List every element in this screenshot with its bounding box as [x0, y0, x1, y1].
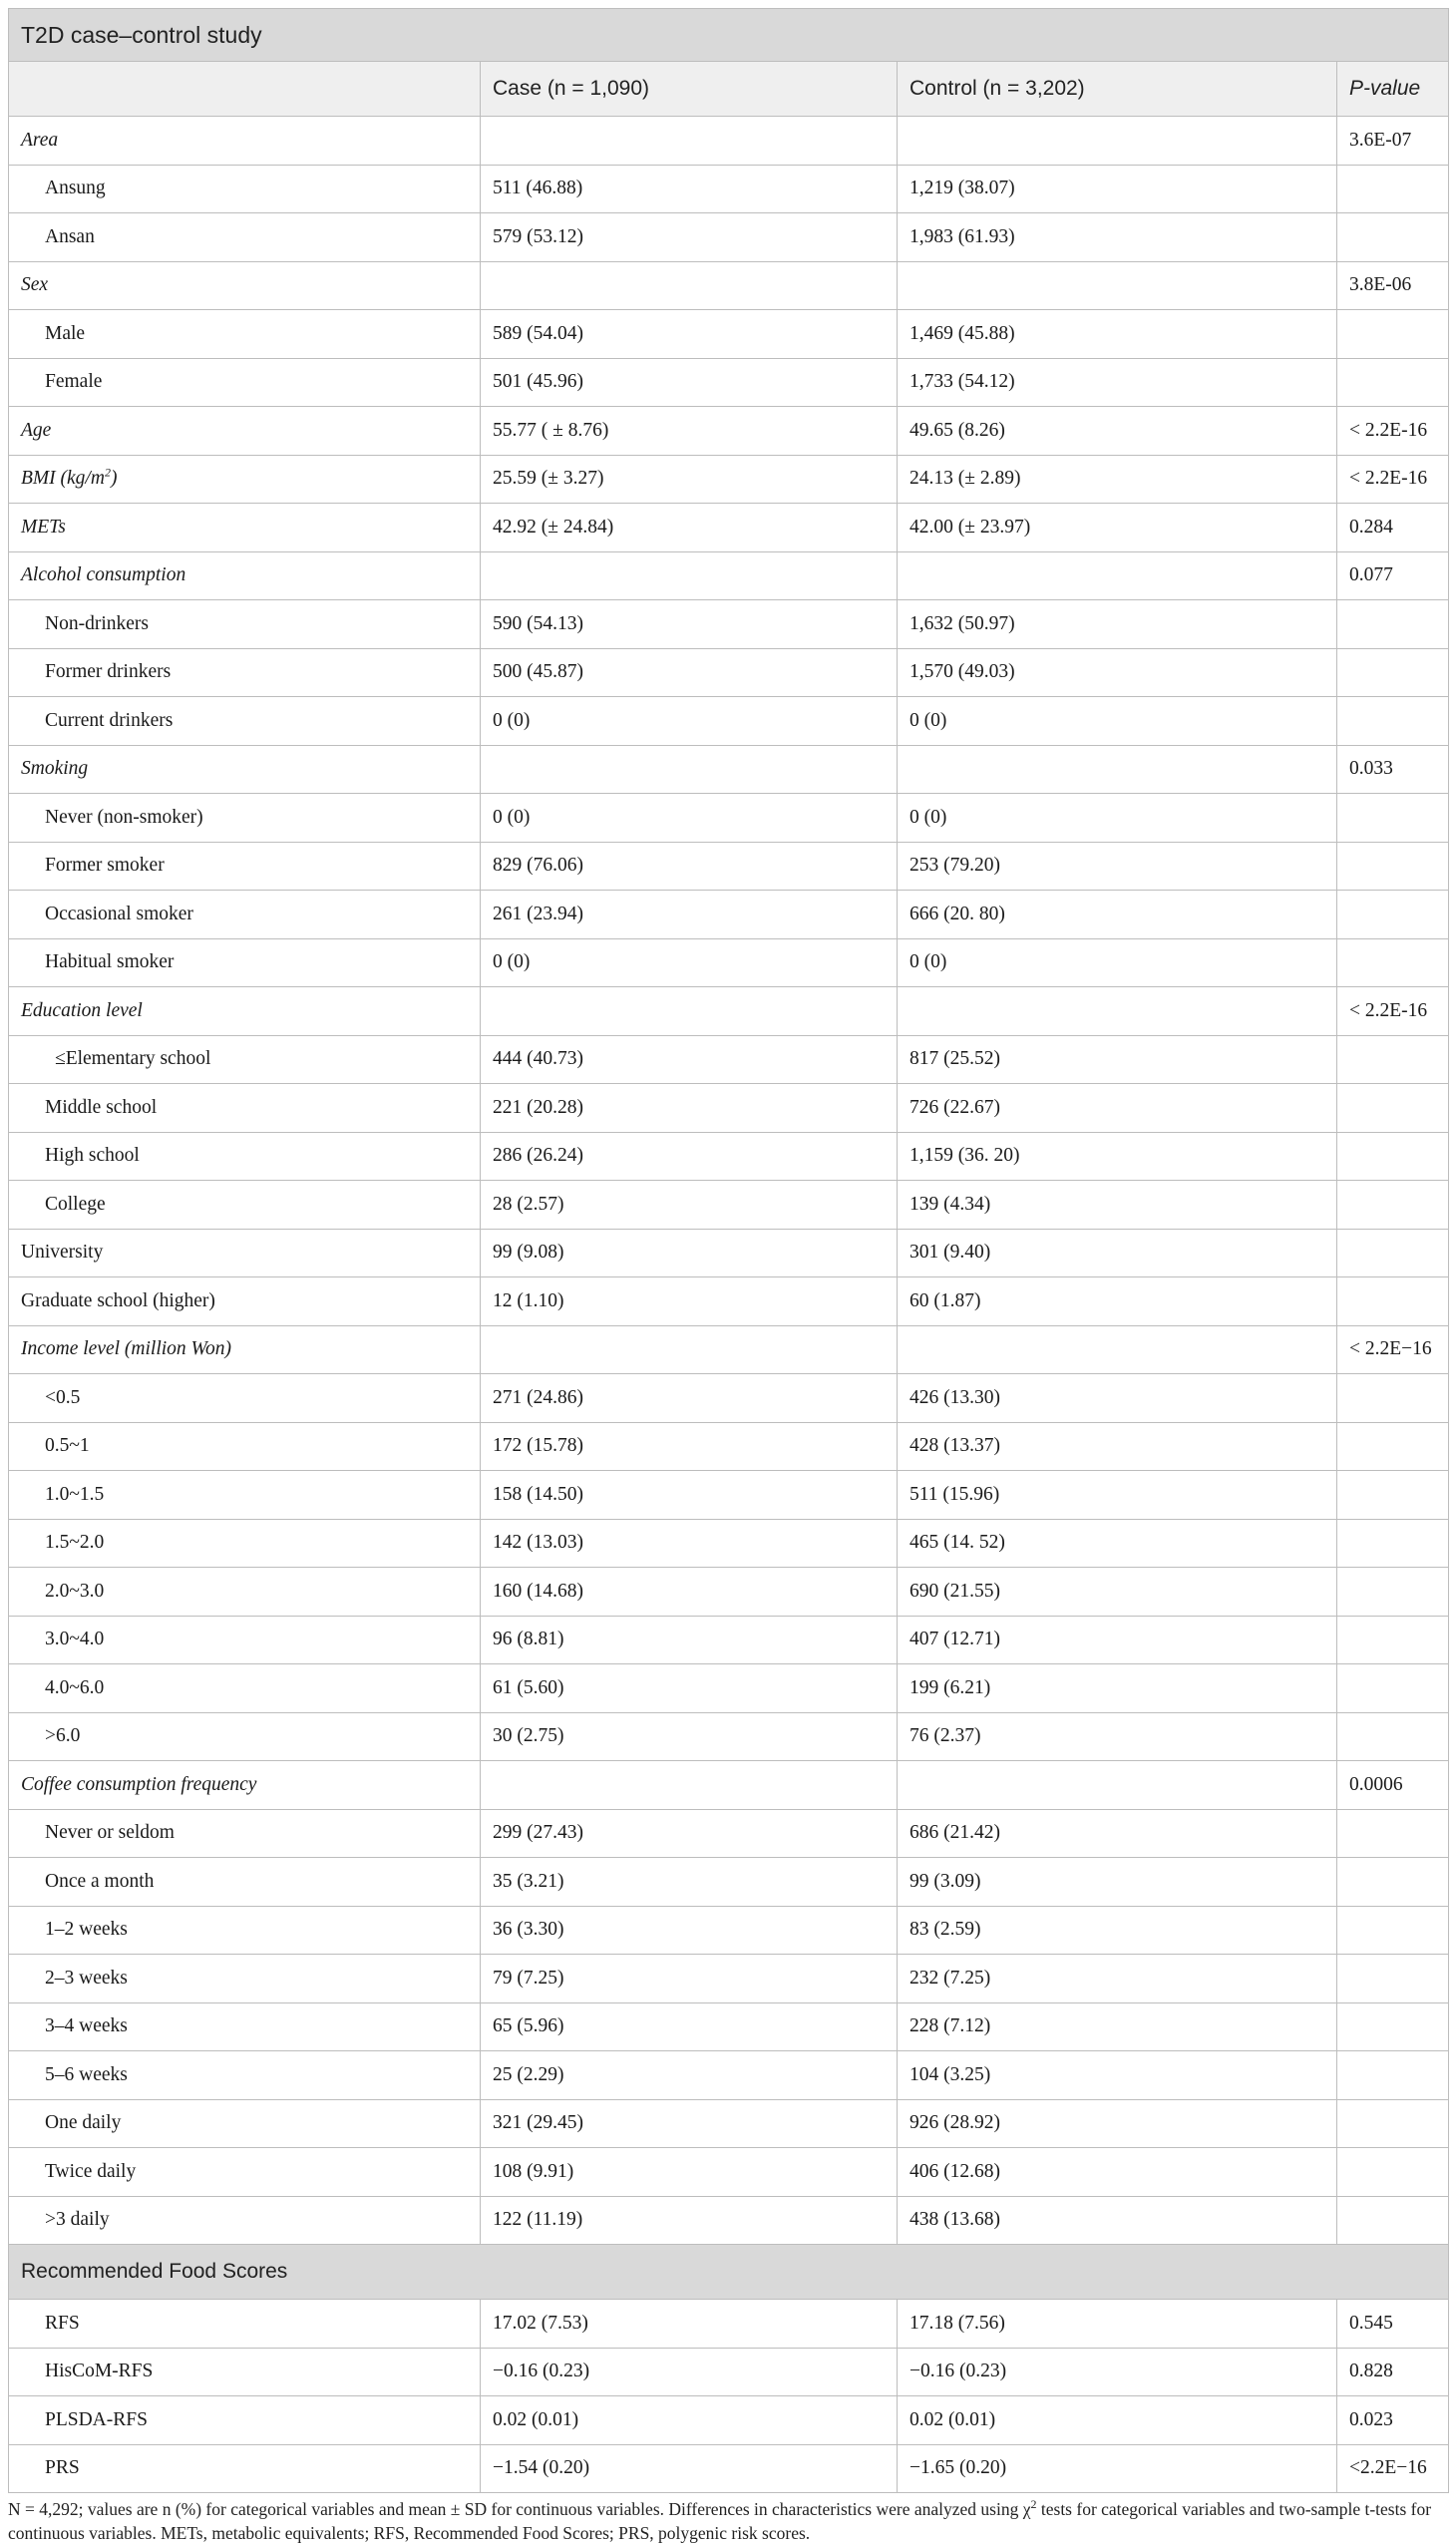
table-row — [9, 1229, 1449, 1277]
control-value: 511 (15.96) — [898, 1471, 1337, 1520]
row-label: Former smoker — [9, 842, 481, 891]
control-value: 686 (21.42) — [898, 1809, 1337, 1858]
case-value: 160 (14.68) — [481, 1568, 898, 1617]
case-value: 42.92 (± 24.84) — [481, 504, 898, 552]
row-label: 3–4 weeks — [9, 2002, 481, 2051]
row-label: Twice daily — [9, 2148, 481, 2197]
table-row — [9, 1471, 1449, 1520]
control-value: 301 (9.40) — [898, 1229, 1337, 1277]
row-label: 0.5~1 — [9, 1422, 481, 1471]
row-label: Habitual smoker — [9, 938, 481, 987]
row-label: Ansan — [9, 213, 481, 262]
table-row — [9, 2396, 1449, 2445]
p-value: 0.545 — [1337, 2300, 1449, 2349]
control-value: 926 (28.92) — [898, 2099, 1337, 2148]
table-row — [9, 987, 1449, 1036]
table-row — [9, 2348, 1449, 2396]
row-label: One daily — [9, 2099, 481, 2148]
table-row — [9, 504, 1449, 552]
case-value: 500 (45.87) — [481, 648, 898, 697]
case-value: 221 (20.28) — [481, 1084, 898, 1133]
row-label: Current drinkers — [9, 697, 481, 746]
control-value: 666 (20. 80) — [898, 891, 1337, 939]
table-row — [9, 1858, 1449, 1907]
case-value: 501 (45.96) — [481, 358, 898, 407]
row-label: PLSDA-RFS — [9, 2396, 481, 2445]
table-row — [9, 1809, 1449, 1858]
table-row — [9, 1035, 1449, 1084]
table-row — [9, 455, 1449, 504]
category-label: Alcohol consumption — [9, 551, 481, 600]
control-value: 407 (12.71) — [898, 1616, 1337, 1664]
control-value: 49.65 (8.26) — [898, 407, 1337, 456]
case-value: 286 (26.24) — [481, 1132, 898, 1181]
header-pvalue: P-value — [1337, 62, 1449, 117]
case-value: 299 (27.43) — [481, 1809, 898, 1858]
control-value: 406 (12.68) — [898, 2148, 1337, 2197]
control-value: −0.16 (0.23) — [898, 2348, 1337, 2396]
case-value: 79 (7.25) — [481, 1955, 898, 2003]
control-value: 199 (6.21) — [898, 1664, 1337, 1713]
control-value: 426 (13.30) — [898, 1374, 1337, 1423]
table-row — [9, 600, 1449, 649]
category-label: Coffee consumption frequency — [9, 1761, 481, 1810]
row-label: 4.0~6.0 — [9, 1664, 481, 1713]
case-value: 122 (11.19) — [481, 2196, 898, 2245]
section-title: Recommended Food Scores — [9, 2245, 1449, 2300]
table-row — [9, 2051, 1449, 2100]
row-label: Middle school — [9, 1084, 481, 1133]
p-value: 0.023 — [1337, 2396, 1449, 2445]
case-value: −0.16 (0.23) — [481, 2348, 898, 2396]
control-value: −1.65 (0.20) — [898, 2444, 1337, 2493]
table-footnote: N = 4,292; values are n (%) for categorical variables and mean ± SD for continuous variables. Differences in characteristics were analyzed using $\chi^2$ tests for categorical variables and two-sample t-tests for continuous variables. METs, metabolic equivalents; RFS, Recommended Food Scores; PRS, polygenic risk scores. — [8, 2497, 1432, 2543]
case-value: 158 (14.50) — [481, 1471, 898, 1520]
case-value: 579 (53.12) — [481, 213, 898, 262]
control-value: 99 (3.09) — [898, 1858, 1337, 1907]
p-value: < 2.2E-16 — [1337, 407, 1449, 456]
category-label: Age — [9, 407, 481, 456]
table-row — [9, 2196, 1449, 2245]
control-value: 232 (7.25) — [898, 1955, 1337, 2003]
p-value: 0.284 — [1337, 504, 1449, 552]
p-value: 0.828 — [1337, 2348, 1449, 2396]
p-value: 0.033 — [1337, 745, 1449, 794]
row-label: University — [9, 1229, 481, 1277]
case-value: −1.54 (0.20) — [481, 2444, 898, 2493]
control-value: 1,733 (54.12) — [898, 358, 1337, 407]
row-label: Ansung — [9, 165, 481, 213]
control-value: 42.00 (± 23.97) — [898, 504, 1337, 552]
category-label: Smoking — [9, 745, 481, 794]
table-title-row — [9, 9, 1449, 62]
row-label: 1–2 weeks — [9, 1906, 481, 1955]
control-value: 1,159 (36. 20) — [898, 1132, 1337, 1181]
control-value: 428 (13.37) — [898, 1422, 1337, 1471]
control-value: 17.18 (7.56) — [898, 2300, 1337, 2349]
case-value: 321 (29.45) — [481, 2099, 898, 2148]
row-label: 3.0~4.0 — [9, 1616, 481, 1664]
p-value: 3.8E-06 — [1337, 261, 1449, 310]
p-value: < 2.2E-16 — [1337, 987, 1449, 1036]
case-value: 261 (23.94) — [481, 891, 898, 939]
table-row — [9, 1664, 1449, 1713]
table-row — [9, 1181, 1449, 1230]
row-label: Male — [9, 310, 481, 359]
case-value: 17.02 (7.53) — [481, 2300, 898, 2349]
control-value: 1,632 (50.97) — [898, 600, 1337, 649]
case-value: 511 (46.88) — [481, 165, 898, 213]
row-label: RFS — [9, 2300, 481, 2349]
row-label: 1.5~2.0 — [9, 1519, 481, 1568]
case-value: 36 (3.30) — [481, 1906, 898, 1955]
category-label: METs — [9, 504, 481, 552]
row-label: Graduate school (higher) — [9, 1277, 481, 1326]
control-value: 0 (0) — [898, 938, 1337, 987]
row-label: Former drinkers — [9, 648, 481, 697]
table-row — [9, 2099, 1449, 2148]
case-value: 35 (3.21) — [481, 1858, 898, 1907]
table-row — [9, 794, 1449, 843]
p-value: 0.0006 — [1337, 1761, 1449, 1810]
section-header-row — [9, 2245, 1449, 2300]
case-value: 61 (5.60) — [481, 1664, 898, 1713]
table-row — [9, 1712, 1449, 1761]
row-label: Non-drinkers — [9, 600, 481, 649]
row-label: College — [9, 1181, 481, 1230]
table-row — [9, 1761, 1449, 1810]
header-case: Case (n = 1,090) — [481, 62, 898, 117]
category-label: Area — [9, 117, 481, 166]
table-row — [9, 407, 1449, 456]
control-value: 0 (0) — [898, 697, 1337, 746]
p-value: < 2.2E-16 — [1337, 455, 1449, 504]
case-value: 108 (9.91) — [481, 2148, 898, 2197]
case-value: 0.02 (0.01) — [481, 2396, 898, 2445]
table-row — [9, 1906, 1449, 1955]
control-value: 817 (25.52) — [898, 1035, 1337, 1084]
case-value: 96 (8.81) — [481, 1616, 898, 1664]
table-row — [9, 1325, 1449, 1374]
characteristics-table — [8, 8, 1449, 2493]
table-row — [9, 261, 1449, 310]
case-value: 25 (2.29) — [481, 2051, 898, 2100]
category-label: Education level — [9, 987, 481, 1036]
row-label: Once a month — [9, 1858, 481, 1907]
table-row — [9, 938, 1449, 987]
control-value: 60 (1.87) — [898, 1277, 1337, 1326]
row-label: <0.5 — [9, 1374, 481, 1423]
control-value: 24.13 (± 2.89) — [898, 455, 1337, 504]
control-value: 1,469 (45.88) — [898, 310, 1337, 359]
control-value: 438 (13.68) — [898, 2196, 1337, 2245]
case-value: 65 (5.96) — [481, 2002, 898, 2051]
case-value: 0 (0) — [481, 697, 898, 746]
table-container — [8, 8, 1448, 2545]
table-row — [9, 2444, 1449, 2493]
row-label: >6.0 — [9, 1712, 481, 1761]
case-value: 28 (2.57) — [481, 1181, 898, 1230]
p-value: <2.2E−16 — [1337, 2444, 1449, 2493]
case-value: 271 (24.86) — [481, 1374, 898, 1423]
table-row — [9, 2300, 1449, 2349]
row-label: HisCoM-RFS — [9, 2348, 481, 2396]
case-value: 30 (2.75) — [481, 1712, 898, 1761]
table-row — [9, 1422, 1449, 1471]
control-value: 690 (21.55) — [898, 1568, 1337, 1617]
case-value: 99 (9.08) — [481, 1229, 898, 1277]
table-row — [9, 1084, 1449, 1133]
table-row — [9, 1568, 1449, 1617]
control-value: 726 (22.67) — [898, 1084, 1337, 1133]
table-row — [9, 745, 1449, 794]
category-label: Sex — [9, 261, 481, 310]
case-value: 829 (76.06) — [481, 842, 898, 891]
table-row — [9, 1955, 1449, 2003]
row-label: Never or seldom — [9, 1809, 481, 1858]
table-row — [9, 213, 1449, 262]
header-control: Control (n = 3,202) — [898, 62, 1337, 117]
control-value: 76 (2.37) — [898, 1712, 1337, 1761]
row-label: 1.0~1.5 — [9, 1471, 481, 1520]
case-value: 0 (0) — [481, 938, 898, 987]
control-value: 228 (7.12) — [898, 2002, 1337, 2051]
table-row — [9, 117, 1449, 166]
control-value: 139 (4.34) — [898, 1181, 1337, 1230]
control-value: 83 (2.59) — [898, 1906, 1337, 1955]
table-row — [9, 1519, 1449, 1568]
case-value: 172 (15.78) — [481, 1422, 898, 1471]
case-value: 0 (0) — [481, 794, 898, 843]
control-value: 104 (3.25) — [898, 2051, 1337, 2100]
row-label: 2–3 weeks — [9, 1955, 481, 2003]
table-row — [9, 891, 1449, 939]
p-value: < 2.2E−16 — [1337, 1325, 1449, 1374]
case-value: 55.77 ( ± 8.76) — [481, 407, 898, 456]
control-value: 465 (14. 52) — [898, 1519, 1337, 1568]
table-row — [9, 648, 1449, 697]
control-value: 1,219 (38.07) — [898, 165, 1337, 213]
row-label: Occasional smoker — [9, 891, 481, 939]
control-value: 1,983 (61.93) — [898, 213, 1337, 262]
row-label: Female — [9, 358, 481, 407]
table-row — [9, 165, 1449, 213]
row-label: ≤Elementary school — [9, 1035, 481, 1084]
table-row — [9, 2148, 1449, 2197]
case-value: 142 (13.03) — [481, 1519, 898, 1568]
table-title: T2D case–control study — [9, 9, 1449, 62]
column-header-row — [9, 62, 1449, 117]
table-row — [9, 1132, 1449, 1181]
row-label: 5–6 weeks — [9, 2051, 481, 2100]
table-row — [9, 1374, 1449, 1423]
case-value: 589 (54.04) — [481, 310, 898, 359]
p-value: 3.6E-07 — [1337, 117, 1449, 166]
table-row — [9, 358, 1449, 407]
row-label: High school — [9, 1132, 481, 1181]
case-value: 12 (1.10) — [481, 1277, 898, 1326]
category-label: Income level (million Won) — [9, 1325, 481, 1374]
case-value: 444 (40.73) — [481, 1035, 898, 1084]
row-label: 2.0~3.0 — [9, 1568, 481, 1617]
row-label: >3 daily — [9, 2196, 481, 2245]
p-value: 0.077 — [1337, 551, 1449, 600]
table-row — [9, 551, 1449, 600]
row-label: Never (non-smoker) — [9, 794, 481, 843]
control-value: 0 (0) — [898, 794, 1337, 843]
table-row — [9, 842, 1449, 891]
table-row — [9, 310, 1449, 359]
header-label — [9, 62, 481, 117]
case-value: 590 (54.13) — [481, 600, 898, 649]
table-row — [9, 697, 1449, 746]
table-row — [9, 2002, 1449, 2051]
table-row — [9, 1277, 1449, 1326]
control-value: 253 (79.20) — [898, 842, 1337, 891]
case-value: 25.59 (± 3.27) — [481, 455, 898, 504]
table-row — [9, 1616, 1449, 1664]
control-value: 1,570 (49.03) — [898, 648, 1337, 697]
category-label: BMI $(kg/m^2)$ — [9, 455, 481, 504]
control-value: 0.02 (0.01) — [898, 2396, 1337, 2445]
row-label: PRS — [9, 2444, 481, 2493]
